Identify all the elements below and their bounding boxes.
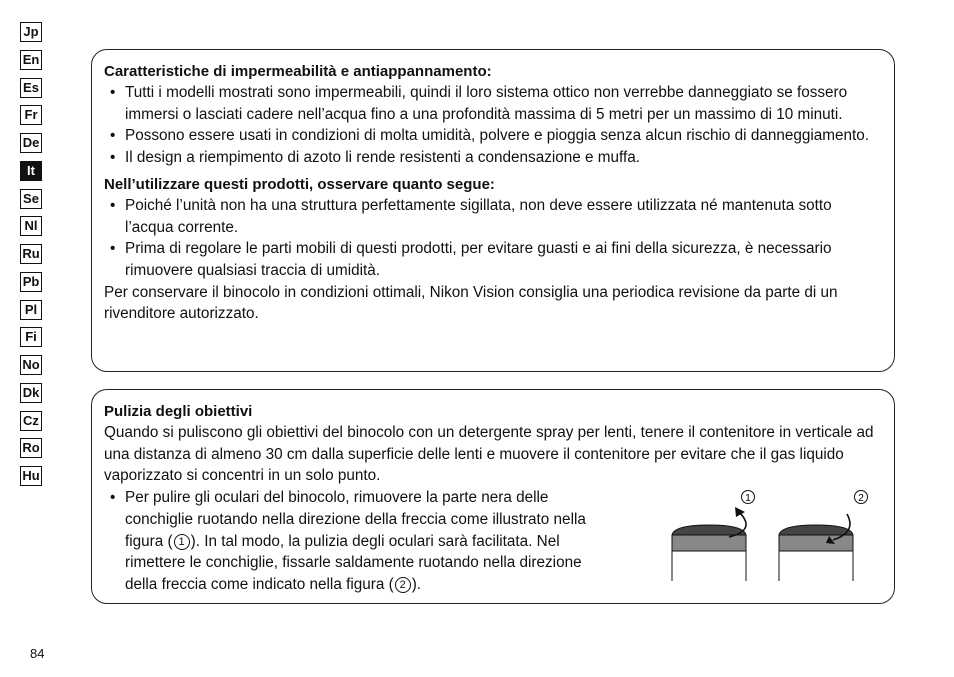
waterproof-section xyxy=(91,49,895,372)
language-tab-es[interactable]: Es xyxy=(20,78,42,98)
eyecup-figure xyxy=(671,490,881,585)
figure-label-2: 2 xyxy=(858,493,864,504)
language-tab-jp[interactable]: Jp xyxy=(20,22,42,42)
language-tab-en[interactable]: En xyxy=(20,50,42,70)
section-heading: Caratteristiche di impermeabilità e antiappannamento: xyxy=(104,63,492,80)
bullet-item: • Prima di regolare le parti mobili di questi prodotti, per evitare guasti e ai fini della sicurezza, è necessario rimuovere qualsiasi traccia di umidità. xyxy=(104,238,882,281)
paragraph: Per conservare il binocolo in condizioni ottimali, Nikon Vision consiglia una periodica revisione da parte di un rivenditore autorizzato. xyxy=(104,283,838,323)
language-tab-ro[interactable]: Ro xyxy=(20,438,42,458)
language-tab-pb[interactable]: Pb xyxy=(20,272,42,292)
language-tab-no[interactable]: No xyxy=(20,355,42,375)
bullet-list xyxy=(104,82,882,169)
bullet-list xyxy=(104,195,882,282)
bullet-text: ). xyxy=(411,575,422,593)
language-tab-nl[interactable]: Nl xyxy=(20,216,42,236)
bullet-text: Per pulire gli oculari del binocolo, rimuovere la parte nera delle conchiglie ruotando nella direzione della freccia come illustrato nella figura ( xyxy=(125,489,586,550)
eyecup-1 xyxy=(672,507,746,581)
page-number: 84 xyxy=(30,646,45,661)
bullet-text: ). In tal modo, la pulizia degli oculari sarà facilitata. Nel rimettere le conchiglie, fissarle saldamente ruotando nella direzione della freccia come indicato nella figura ( xyxy=(125,532,582,593)
language-tab-ru[interactable]: Ru xyxy=(20,244,42,264)
eyecup-2 xyxy=(779,514,853,581)
figure-ref-2: 2 xyxy=(395,577,411,593)
paragraph: Quando si puliscono gli obiettivi del binocolo con un detergente spray per lenti, tenere il contenitore in verticale ad una distanza di almeno 30 cm dalla superficie delle lenti e muovere il contenitore per evitare che il gas liquido vaporizzato si concentri in un solo punto. xyxy=(104,424,874,485)
bullet-item: • Poiché l’unità non ha una struttura perfettamente sigillata, non deve essere utilizzata né mantenuta sotto l’acqua corrente. xyxy=(104,195,882,238)
language-tab-it[interactable]: It xyxy=(20,161,42,181)
language-tab-dk[interactable]: Dk xyxy=(20,383,42,403)
lens-cleaning-section xyxy=(91,389,895,604)
bullet-item xyxy=(104,487,615,596)
language-tab-se[interactable]: Se xyxy=(20,189,42,209)
figure-ref-1: 1 xyxy=(174,534,190,550)
language-tab-pl[interactable]: Pl xyxy=(20,300,42,320)
figure-label-1: 1 xyxy=(745,493,751,504)
language-tab-fi[interactable]: Fi xyxy=(20,327,42,347)
bullet-item: • Tutti i modelli mostrati sono impermeabili, quindi il loro sistema ottico non verrebbe danneggiato se fossero immersi o lasciati cadere nell’acqua fino a una profondità massima di 5 metri per un massimo di 10 minuti. xyxy=(104,82,882,125)
bullet-item: • Il design a riempimento di azoto li rende resistenti a condensazione e muffa. xyxy=(104,147,882,169)
language-tab-de[interactable]: De xyxy=(20,133,42,153)
language-tab-fr[interactable]: Fr xyxy=(20,105,42,125)
language-tab-cz[interactable]: Cz xyxy=(20,411,42,431)
section-heading: Nell’utilizzare questi prodotti, osservare quanto segue: xyxy=(104,175,495,193)
bullet-item: • Possono essere usati in condizioni di molta umidità, polvere e pioggia senza alcun rischio di danneggiamento. xyxy=(104,125,882,147)
language-tab-hu[interactable]: Hu xyxy=(20,466,42,486)
section-heading: Pulizia degli obiettivi xyxy=(104,403,253,420)
